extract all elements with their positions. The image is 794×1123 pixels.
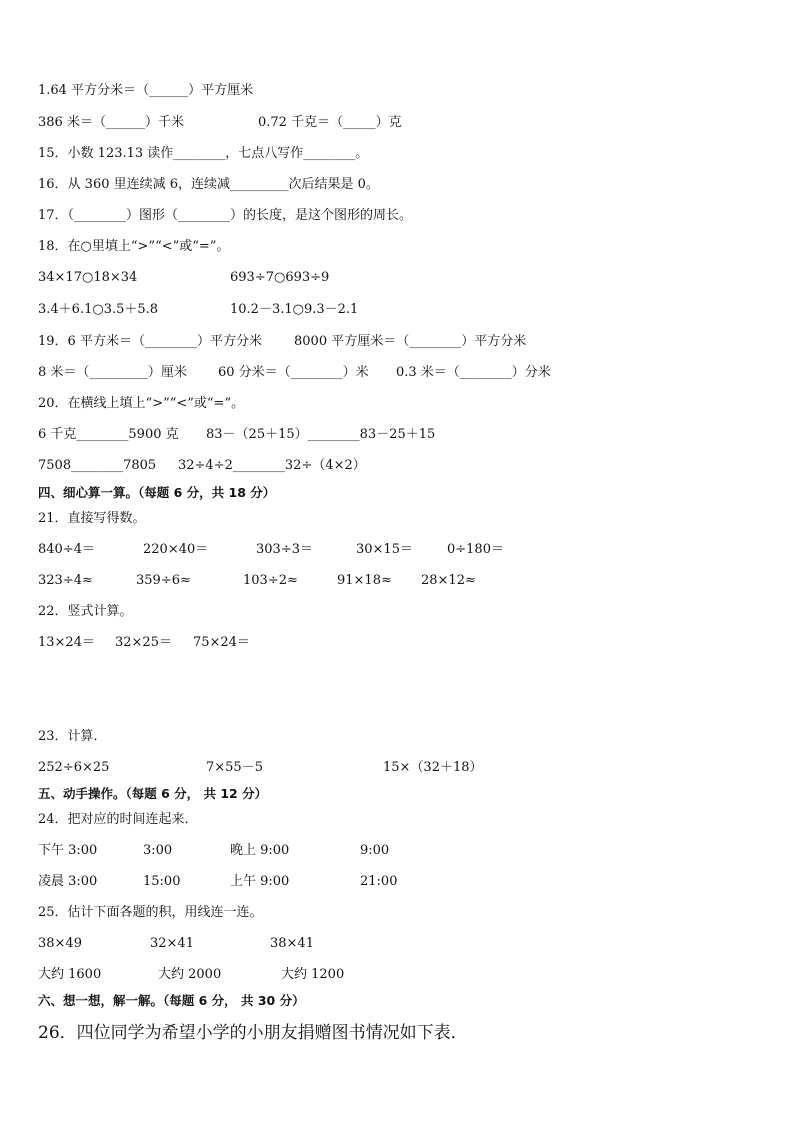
q18-item-c: 3.4＋6.1○3.5＋5.8 [38,302,159,317]
question-15: 15．小数 123.13 读作________，七点八写作________。 [38,146,369,161]
q19-item-c: 8 米＝（_________）厘米 [38,365,187,380]
q25-row2-item: 大约 2000 [158,967,222,982]
section-6-heading: 六、想一想，解一解。（每题 6 分， 共 30 分） [38,993,305,1008]
q21-row1-item: 303÷3＝ [256,542,313,557]
q21-row2-item: 359÷6≈ [136,573,191,588]
q20-item-c: 7508________7805 [38,458,157,473]
conversion-area-dm2: 1.64 平方分米＝（______）平方厘米 [38,83,254,98]
question-25: 25．估计下面各题的积，用线连一连。 [38,905,263,920]
q21-row1-item: 0÷180＝ [447,542,504,557]
q21-row1-item: 840÷4＝ [38,542,95,557]
q21-row2-item: 103÷2≈ [243,573,298,588]
q23-item: 15×（32＋18） [383,760,483,775]
q23-item: 252÷6×25 [38,760,110,775]
q19-item-a: 19．6 平方米＝（________）平方分米 [38,334,262,349]
question-21: 21．直接写得数。 [38,511,146,526]
q22-item: 75×24＝ [193,635,250,650]
section-5-heading: 五、动手操作。（每题 6 分， 共 12 分） [38,786,268,801]
q20-item-d: 32÷4÷2________32÷（4×2） [178,458,366,473]
question-22: 22．竖式计算。 [38,604,133,619]
q21-row1-item: 30×15＝ [356,542,413,557]
q18-item-a: 34×17○18×34 [38,270,138,285]
q19-item-d: 60 分米＝（________）米 [218,365,369,380]
q21-row2-item: 91×18≈ [337,573,392,588]
q24-row2-item: 21:00 [360,874,398,889]
question-24: 24．把对应的时间连起来． [38,812,198,827]
q24-row1-item: 下午 3:00 [38,843,98,858]
q21-row2-item: 28×12≈ [421,573,476,588]
q25-row1-item: 38×49 [38,936,82,951]
conversion-length: 386 米＝（______）千米 [38,115,184,130]
q25-row2-item: 大约 1600 [38,967,102,982]
question-26: 26．四位同学为希望小学的小朋友捐赠图书情况如下表． [38,1023,468,1043]
q24-row1-item: 晚上 9:00 [230,843,290,858]
q19-item-e: 0.3 米＝（________）分米 [396,365,551,380]
question-20: 20．在横线上填上“>”“<”或“=”。 [38,396,245,411]
q21-row1-item: 220×40＝ [143,542,209,557]
q22-item: 32×25＝ [115,635,172,650]
q24-row2-item: 上午 9:00 [230,874,290,889]
q18-item-d: 10.2－3.1○9.3－2.1 [230,302,359,317]
q24-row2-item: 凌晨 3:00 [38,874,98,889]
q25-row1-item: 32×41 [150,936,194,951]
q23-item: 7×55－5 [206,760,263,775]
question-23: 23．计算． [38,729,107,744]
section-4-heading: 四、细心算一算。（每题 6 分，共 18 分） [38,485,276,500]
q19-item-b: 8000 平方厘米＝（________）平方分米 [294,334,527,349]
question-18: 18．在○里填上“>”“<”或“=”。 [38,239,230,254]
q24-row1-item: 9:00 [360,843,390,858]
q20-item-b: 83－（25＋15）________83－25＋15 [206,427,436,442]
q24-row1-item: 3:00 [143,843,173,858]
q20-item-a: 6 千克________5900 克 [38,427,179,442]
q22-item: 13×24＝ [38,635,95,650]
question-17: 17．（________）图形（________）的长度，是这个图形的周长。 [38,208,413,223]
q21-row2-item: 323÷4≈ [38,573,93,588]
q25-row1-item: 38×41 [270,936,314,951]
conversion-mass: 0.72 千克＝（_____）克 [258,115,402,130]
q25-row2-item: 大约 1200 [281,967,345,982]
question-16: 16．从 360 里连续减 6，连续减_________次后结果是 0。 [38,177,379,192]
q24-row2-item: 15:00 [143,874,181,889]
q18-item-b: 693÷7○693÷9 [230,270,330,285]
